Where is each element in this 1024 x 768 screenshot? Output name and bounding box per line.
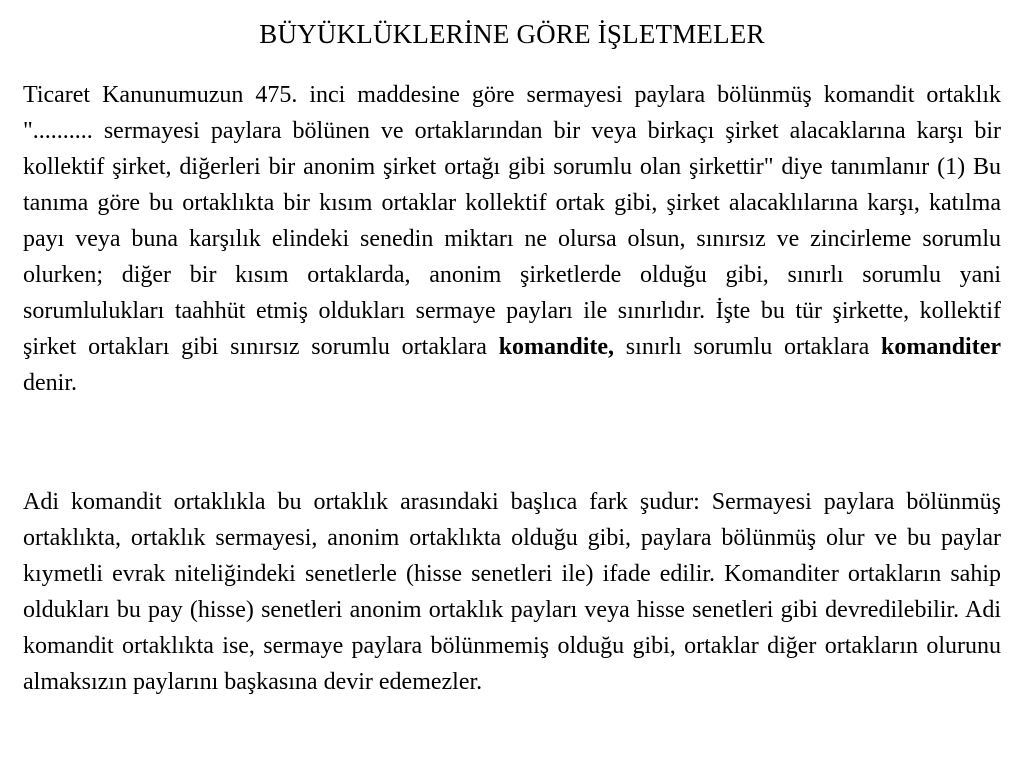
paragraph-difference: Adi komandit ortaklıkla bu ortaklık arasındaki başlıca fark şudur: Sermayesi paylara bölünmüş ortaklıkta, ortaklık sermayesi, anonim ortaklıkta olduğu gibi, paylara bölünmüş olur ve bu paylar kıymetli evrak niteliğindeki senetlerle (hisse senetleri ile) ifade edilir. Komanditer ortakların sahip oldukları bu pay (hisse) senetleri anonim ortaklık payları veya hisse senetleri gibi devredilebilir. Adi komandit ortaklıkta ise, sermaye paylara bölünmemiş olduğu gibi, ortaklar diğer ortakların olurunu almaksızın paylarını başkasına devir edemezler.: [23, 489, 1001, 695]
paragraph-text: denir.: [23, 370, 77, 396]
bold-term-komanditer: komanditer: [881, 334, 1001, 360]
paragraph-text: sınırlı sorumlu ortaklara: [614, 334, 881, 360]
bold-term-komandite: komandite,: [498, 334, 615, 360]
paragraph-definition: [23, 77, 1001, 401]
page-title: BÜYÜKLÜKLERİNE GÖRE İŞLETMELER: [259, 19, 765, 49]
paragraph-text: Ticaret Kanunumuzun 475. inci maddesine göre sermayesi paylara bölünmüş komandit ortaklık ".......... sermayesi paylara bölünen ve ortaklarından bir veya birkaçı şirket alacaklarına karşı bir kollektif şirket, diğerleri bir anonim şirket ortağı gibi sorumlu olan şirkettir" diye tanımlanır (1) Bu tanıma göre bu ortaklıkta bir kısım ortaklar kollektif ortak gibi, şirket alacaklılarına karşı, katılma payı veya buna karşılık elindeki senedin miktarı ne olursa olsun, sınırsız ve zincirleme sorumlu olurken; diğer bir kısım ortaklarda, anonim şirketlerde olduğu gibi, sınırlı sorumlu yani sorumlulukları taahhüt etmiş oldukları sermaye payları ile sınırlıdır. İşte bu tür şirkette, kollektif şirket ortakları gibi sınırsız sorumlu ortaklara: [23, 82, 1001, 360]
